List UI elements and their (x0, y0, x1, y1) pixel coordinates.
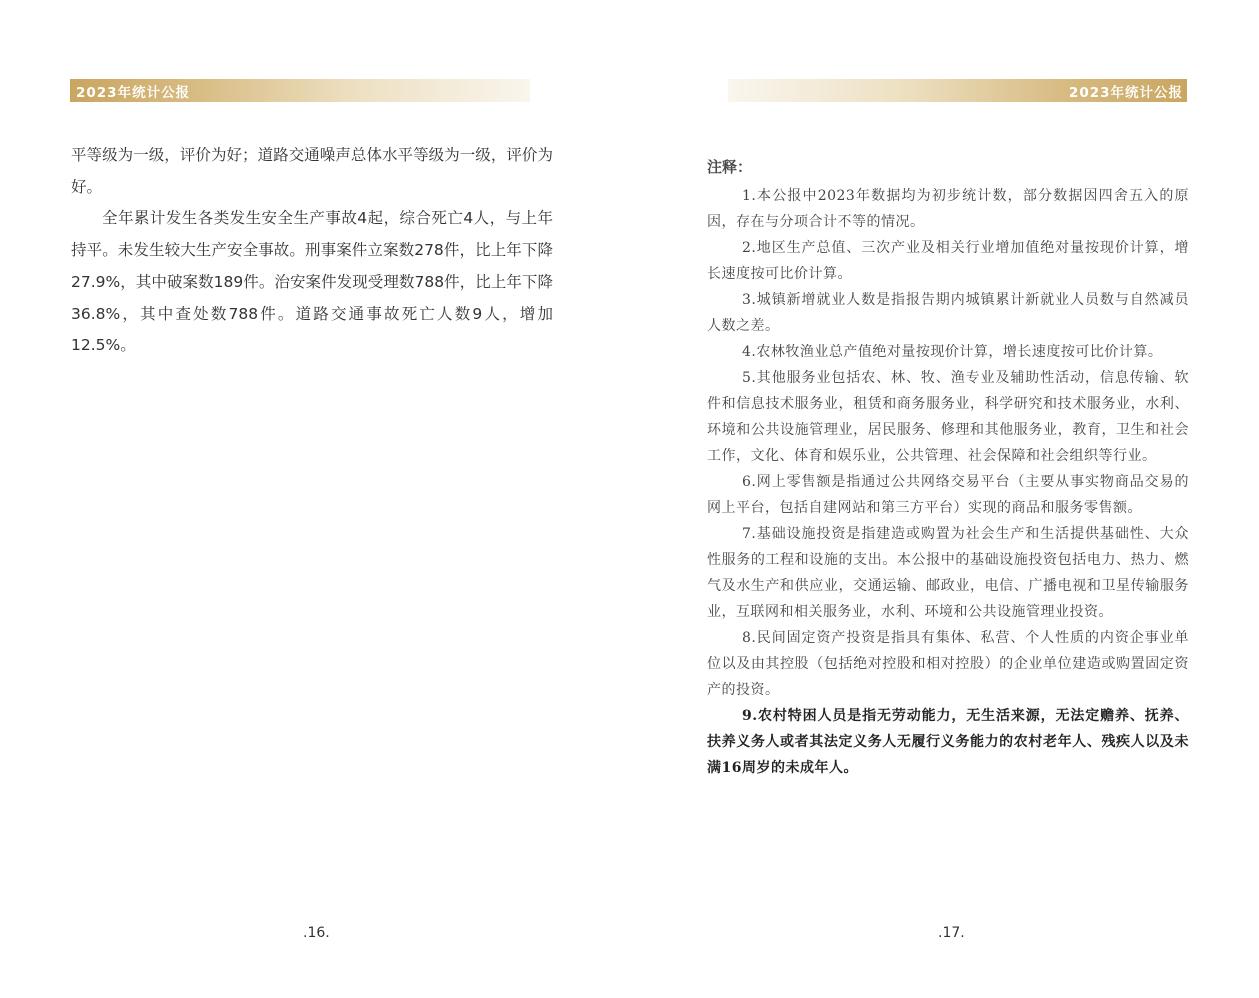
notes-list (707, 183, 1189, 781)
page-number: .17. (938, 925, 965, 941)
note-item: 7.基础设施投资是指建造或购置为社会生产和生活提供基础性、大众性服务的工程和设施的支出。本公报中的基础设施投资包括电力、热力、燃气及水生产和供应业，交通运输、邮政业，电信、广播电视和卫星传输服务业，互联网和相关服务业，水利、环境和公共设施管理业投资。 (707, 526, 1189, 620)
note-item: 3.城镇新增就业人数是指报告期内城镇累计新就业人员数与自然减员人数之差。 (707, 292, 1189, 334)
header-band (728, 79, 1187, 102)
page-number: .16. (303, 925, 330, 941)
paragraph: 平等级为一级，评价为好；道路交通噪声总体水平等级为一级，评价为好。 (71, 146, 553, 196)
note-item: 5.其他服务业包括农、林、牧、渔专业及辅助性活动，信息传输、软件和信息技术服务业，租赁和商务服务业，科学研究和技术服务业，水利、环境和公共设施管理业，居民服务、修理和其他服务业，教育，卫生和社会工作，文化、体育和娱乐业，公共管理、社会保障和社会组织等行业。 (707, 370, 1189, 464)
header-band (70, 79, 530, 102)
note-item: 4.农林牧渔业总产值绝对量按现价计算，增长速度按可比价计算。 (742, 344, 1163, 360)
note-item: 2.地区生产总值、三次产业及相关行业增加值绝对量按现价计算，增长速度按可比价计算。 (707, 240, 1189, 282)
notes-title: 注释： (707, 158, 753, 176)
header-title: 2023年统计公报 (1068, 85, 1183, 101)
note-item: 1.本公报中2023年数据均为初步统计数，部分数据因四舍五入的原因，存在与分项合计不等的情况。 (707, 188, 1189, 230)
right-page (630, 0, 1259, 998)
note-item: 8.民间固定资产投资是指具有集体、私营、个人性质的内资企事业单位以及由其控股（包括绝对控股和相对控股）的企业单位建造或购置固定资产的投资。 (707, 630, 1189, 698)
left-page (0, 0, 629, 998)
notes-section (707, 154, 1189, 781)
note-item: 6.网上零售额是指通过公共网络交易平台（主要从事实物商品交易的网上平台，包括自建网站和第三方平台）实现的商品和服务零售额。 (707, 474, 1189, 516)
note-item: 9.农村特困人员是指无劳动能力，无生活来源，无法定赡养、抚养、扶养义务人或者其法定义务人无履行义务能力的农村老年人、残疾人以及未满16周岁的未成年人。 (707, 708, 1189, 776)
header-title: 2023年统计公报 (76, 85, 191, 101)
paragraph: 全年累计发生各类发生安全生产事故4起，综合死亡4人，与上年持平。未发生较大生产安全事故。刑事案件立案数278件，比上年下降27.9%，其中破案数189件。治安案件发现受理数788件，比上年下降36.8%，其中查处数788件。道路交通事故死亡人数9人，增加12.5%。 (71, 209, 553, 355)
left-body-text (71, 140, 553, 362)
